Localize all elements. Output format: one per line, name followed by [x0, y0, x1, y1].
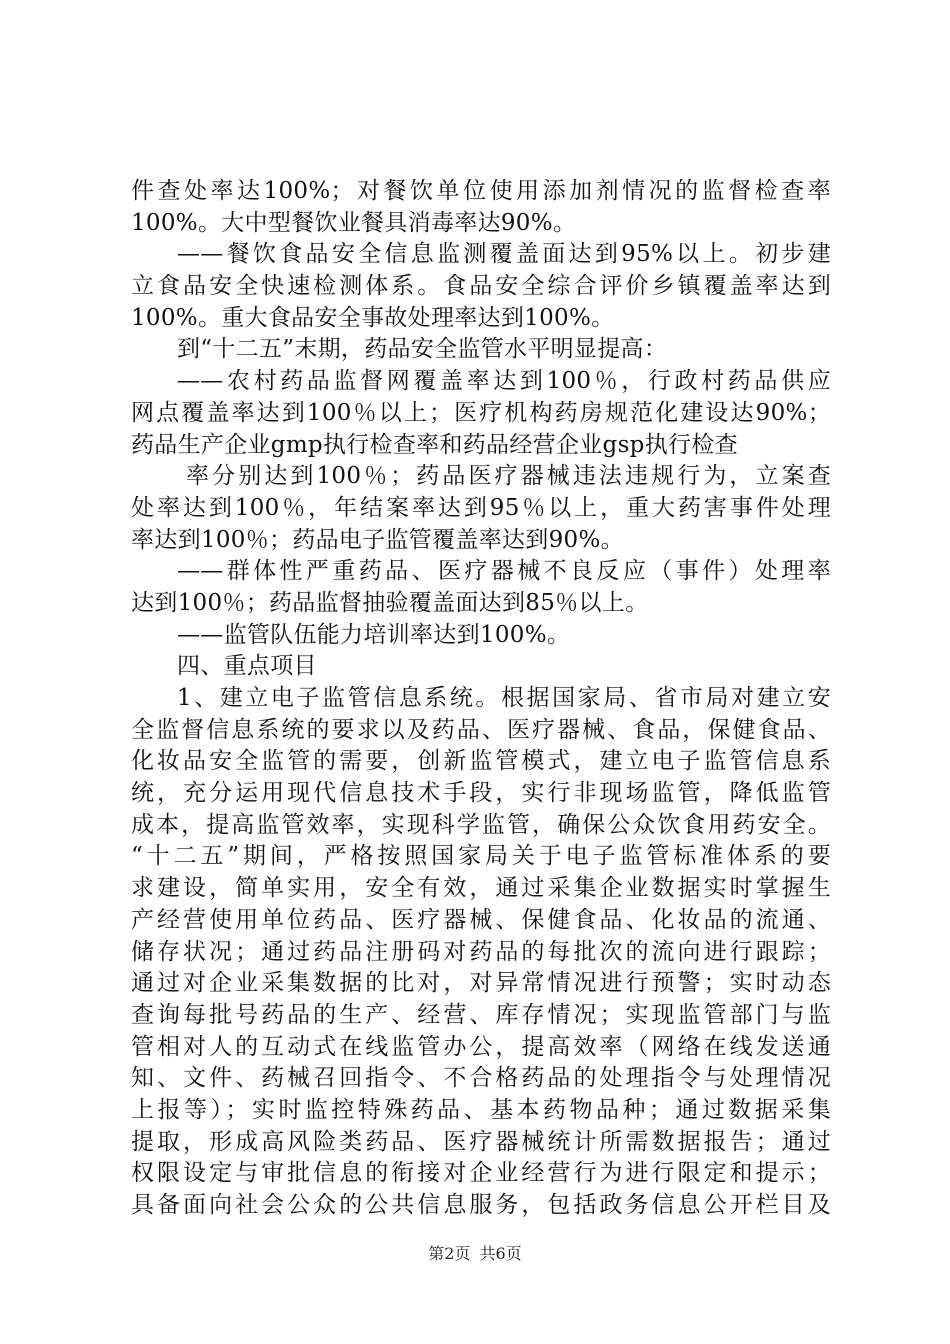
text-line: 率分别达到100％；药品医疗器械违法违规行为，立案查 — [186, 463, 831, 490]
text-line: 成本，提高监管效率，实现科学监管，确保公众饮食用药安全。 — [131, 811, 831, 838]
text-line: 具备面向社会公众的公共信息服务，包括政务信息公开栏目及 — [131, 1192, 831, 1218]
text-line: 提取，形成高风险类药品、医疗器械统计所需数据报告；通过 — [131, 1128, 831, 1155]
text-line: 件查处率达100%；对餐饮单位使用添加剂情况的监督检查率 — [131, 178, 831, 204]
text-line: 处率达到100％，年结案率达到95％以上，重大药害事件处理 — [131, 494, 831, 521]
text-line: “十二五”期间，严格按照国家局关于电子监管标准体系的要 — [131, 843, 831, 870]
text-line: 化妆品安全监管的需要，创新监管模式，建立电子监管信息系 — [131, 748, 831, 775]
text-line: 网点覆盖率达到100％以上；医疗机构药房规范化建设达90%； — [131, 399, 831, 426]
text-line: ——群体性严重药品、医疗器械不良反应（事件）处理率 — [177, 558, 831, 585]
page-footer — [0, 1244, 950, 1264]
text-line: 全监督信息系统的要求以及药品、医疗器械、食品，保健食品、 — [131, 716, 831, 743]
text-line: ——监管队伍能力培训率达到100%。 — [177, 621, 571, 648]
text-line: 100%。重大食品安全事故处理率达到100%。 — [131, 304, 615, 331]
text-line: 权限设定与审批信息的衔接对企业经营行为进行限定和提示； — [131, 1160, 831, 1187]
text-line: 100%。大中型餐饮业餐具消毒率达90%。 — [131, 209, 577, 236]
text-line: ——农村药品监督网覆盖率达到100％，行政村药品供应 — [177, 368, 831, 395]
text-line: 储存状况；通过药品注册码对药品的每批次的流向进行跟踪； — [131, 938, 831, 965]
text-line: 1、建立电子监管信息系统。根据国家局、省市局对建立安 — [177, 685, 831, 711]
text-line: 上报等）；实时监控特殊药品、基本药物品种；通过数据采集 — [131, 1096, 831, 1123]
text-line: 查询每批号药品的生产、经营、库存情况；实现监管部门与监 — [131, 1001, 831, 1028]
text-line: 率达到100％；药品电子监管覆盖率达到90%。 — [131, 526, 624, 553]
page-number: 第2页 — [428, 1244, 471, 1263]
text-line: 四、重点项目 — [177, 653, 317, 680]
text-line: 求建设，简单实用，安全有效，通过采集企业数据实时掌握生 — [131, 875, 831, 902]
text-line: 统，充分运用现代信息技术手段，实行非现场监管，降低监管 — [131, 780, 831, 807]
text-line: 产经营使用单位药品、医疗器械、保健食品、化妆品的流通、 — [131, 906, 831, 933]
text-line: 通过对企业采集数据的比对，对异常情况进行预警；实时动态 — [131, 970, 831, 997]
text-line: 立食品安全快速检测体系。食品安全综合评价乡镇覆盖率达到 — [131, 273, 831, 300]
text-line: 到“十二五”末期，药品安全监管水平明显提高： — [177, 336, 668, 363]
text-line: 管相对人的互动式在线监管办公，提高效率（网络在线发送通 — [131, 1033, 831, 1060]
text-line: ——餐饮食品安全信息监测覆盖面达到95%以上。初步建 — [177, 241, 831, 268]
text-line: 药品生产企业gmp执行检查率和药品经营企业gsp执行检查 — [131, 431, 738, 458]
text-line: 达到100％；药品监督抽验覆盖面达到85％以上。 — [131, 589, 649, 616]
text-line: 知、文件、药械召回指令、不合格药品的处理指令与处理情况 — [131, 1065, 831, 1092]
document-body — [131, 176, 831, 1222]
page-total: 共6页 — [479, 1244, 522, 1263]
